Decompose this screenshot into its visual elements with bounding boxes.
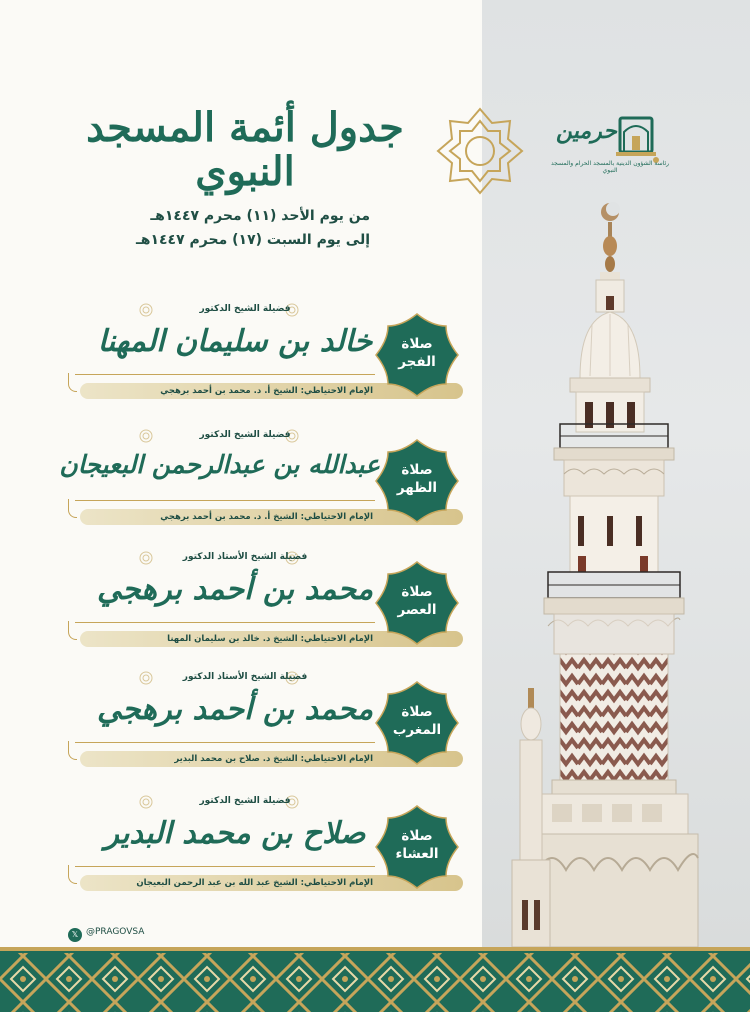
logo-subtitle: رئاسة الشؤون الدينية بالمسجد الحرام والمسجد النبوي [550, 160, 670, 174]
date-from: من يوم الأحد (١١) محرم ١٤٤٧هـ [150, 208, 370, 224]
prayer-label-line1: صلاة [401, 336, 433, 352]
date-to: إلى يوم السبت (١٧) محرم ١٤٤٧هـ [135, 232, 370, 248]
reserve-imam-text: الإمام الاحتياطي: الشيخ أ. د. محمد بن أحمد برهجي [160, 512, 373, 522]
reserve-imam-text: الإمام الاحتياطي: الشيخ أ. د. محمد بن أحمد برهجي [160, 386, 373, 396]
prayer-label [374, 335, 460, 371]
prayer-label-line2: العصر [397, 602, 437, 618]
prayer-label [374, 461, 460, 497]
reserve-imam-text: الإمام الاحتياطي: الشيخ عبد الله بن عبد الرحمن البعيجان [136, 878, 373, 888]
imam-name: صلاح بن محمد البدير [104, 816, 366, 851]
star-ornament-icon [138, 428, 154, 444]
star-ornament-icon [138, 794, 154, 810]
star-ornament-icon [138, 670, 154, 686]
prayer-row-maghrib [60, 672, 480, 784]
page-title: جدول أئمة المسجد النبوي [86, 104, 404, 195]
reserve-imam-text: الإمام الاحتياطي: الشيخ د. صلاح بن محمد البدير [174, 754, 373, 764]
imam-name: عبدالله بن عبدالرحمن البعيجان [59, 450, 380, 479]
reserve-imam-text: الإمام الاحتياطي: الشيخ د. خالد بن سليمان المهنا [167, 634, 373, 644]
divider [75, 374, 375, 375]
divider [75, 866, 375, 867]
geometric-pattern-icon [0, 947, 750, 1012]
bar-hook [68, 865, 77, 884]
logo-wordmark: حرمين [556, 118, 617, 144]
bar-hook [68, 741, 77, 760]
divider [75, 500, 375, 501]
prayer-label [374, 583, 460, 619]
imam-title-prefix: فضيلة الشيخ الدكتور [199, 430, 291, 440]
social-handle[interactable]: @PRAGOVSA [86, 927, 145, 937]
prayer-row-isha [60, 796, 480, 908]
prayer-label-line2: الظهر [396, 480, 438, 496]
prayer-label-line1: صلاة [401, 704, 433, 720]
prayer-row-dhuhr [60, 430, 480, 542]
divider [75, 622, 375, 623]
prayer-label-line1: صلاة [401, 828, 433, 844]
prayer-label-line2: الفجر [398, 354, 436, 370]
star-ornament-icon [138, 550, 154, 566]
imam-name: خالد بن سليمان المهنا [97, 324, 373, 359]
prayer-label-line2: العشاء [395, 846, 439, 862]
prayer-label [374, 827, 460, 863]
prayer-row-asr [60, 552, 480, 664]
bar-hook [68, 499, 77, 518]
imam-title-prefix: فضيلة الشيخ الأستاذ الدكتور [182, 552, 308, 562]
x-icon[interactable]: 𝕏 [68, 928, 82, 942]
footer-pattern-band [0, 947, 750, 1012]
bar-hook [68, 621, 77, 640]
prayer-label-line1: صلاة [401, 584, 433, 600]
prayer-label-line2: المغرب [392, 722, 442, 738]
prayer-label [374, 703, 460, 739]
bar-hook [68, 373, 77, 392]
imam-title-prefix: فضيلة الشيخ الدكتور [199, 796, 291, 806]
imam-title-prefix: فضيلة الشيخ الأستاذ الدكتور [182, 672, 308, 682]
rosette-ornament-icon [432, 103, 528, 199]
star-ornament-icon [138, 302, 154, 318]
divider [75, 742, 375, 743]
imam-title-prefix: فضيلة الشيخ الدكتور [199, 304, 291, 314]
imam-name: محمد بن أحمد برهجي [96, 692, 374, 727]
prayer-row-fajr [60, 304, 480, 416]
imam-name: محمد بن أحمد برهجي [96, 572, 374, 607]
prayer-label-line1: صلاة [401, 462, 433, 478]
